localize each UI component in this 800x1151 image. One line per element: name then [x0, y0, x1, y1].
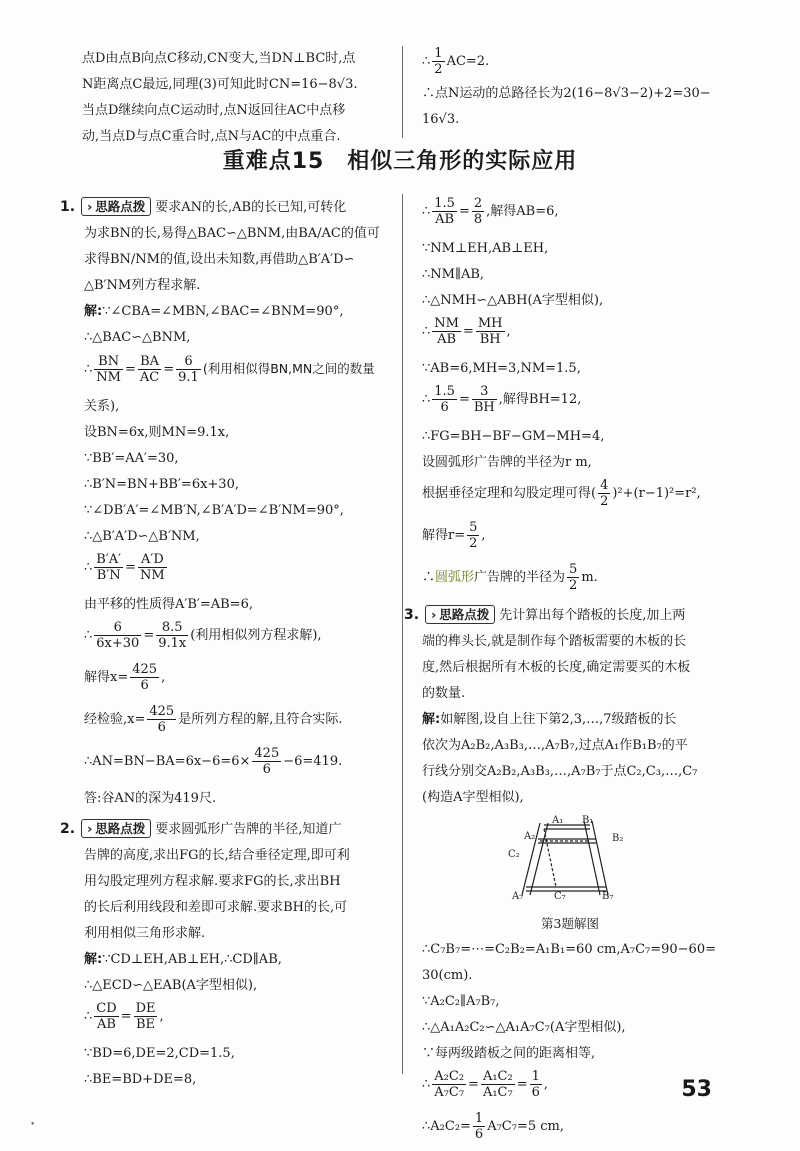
text-line: 30(cm).: [422, 968, 473, 983]
text-line: 利用相似三角形求解.: [84, 926, 206, 941]
text-line: ∴△NMH∽△ABH(A字型相似),: [422, 293, 604, 308]
text-line: 点D由点B向点C移动,CN变大,当DN⊥BC时,点: [82, 51, 356, 66]
text-line: ∵每两级踏板之间的距离相等,: [422, 1046, 596, 1061]
corner-mark: •: [30, 1120, 36, 1130]
figure-label: A₂: [524, 831, 536, 842]
solution-label: 解:: [422, 712, 441, 727]
text-line: ∴点N运动的总路径长为2(16−8√3−2)+2=30−: [422, 86, 711, 101]
text-line: 关系),: [84, 399, 120, 414]
text-line: 动,当点D与点C重合时,点N与AC的中点重合.: [82, 129, 341, 144]
text-line: ∵A₂C₂∥A₇B₇,: [422, 994, 500, 1009]
figure-label: A₁: [552, 815, 564, 826]
text-line: 端的榫头长,就是制作每个踏板需要的木板的长: [422, 634, 687, 649]
figure-caption: 第3题解图: [541, 916, 599, 931]
figure-label: B₇: [602, 891, 614, 899]
equation-line: ∴圆弧形广告牌的半径为 $\frac{5}{2}$ m.: [422, 562, 598, 593]
problem-number: 3.: [404, 607, 420, 623]
equation-line: 解得r= $\frac{5}{2}$ ,: [422, 520, 486, 551]
chevron-right-icon: ›: [87, 199, 93, 214]
ladder-diagram: [500, 815, 640, 937]
right-main-column: [404, 194, 732, 1151]
equation-line: ∴ $\frac{\text{A₂C₂}}{\text{A₇C₇}}$ = $\frac{\text{A₁C₂}}{\text{A₁C₇}}$ = $\frac{1}{6}$ ,: [422, 1069, 549, 1100]
problem-2: 2. › 思路点拨 要求圆弧形广告牌的半径,知道广 告牌的高度,求出FG的长,结合垂径定理,即可利 用勾股定理列方程求解.要求FG的长,求出BH 的长后利用线段和差即可求解.要求BH的长,可 利用相似三角形求解. 解:∵CD⊥EH,AB⊥EH,∴CD∥AB, ∴△ECD∽△EAB(A字型相似), ∴ $\frac{CD}{AB}$ = $\frac{DE}{BE}$ , ∵BD=6,DE=2,CD=1.5, ∴BE=BD+DE=8,: [60, 816, 394, 1093]
equation-line: ∴ $\frac{1.5}{6}$ = $\frac{3}{BH}$ ,解得BH=12,: [422, 384, 582, 415]
text-line: 的数量.: [422, 686, 466, 701]
top-right-column: [422, 46, 732, 133]
text-line: 当点D继续向点C运动时,点N返回往AC中点移: [82, 103, 346, 118]
figure-label: B₂: [612, 833, 624, 844]
text-line: 行线分别交A₂B₂,A₃B₃,…,A₇B₇于点C₂,C₃,…,C₇: [422, 764, 698, 779]
ladder-diagram-svg: [500, 815, 640, 899]
text-line: ∴FG=BH−BF−GM−MH=4,: [422, 429, 605, 444]
left-main-column: [60, 194, 394, 1093]
page-number: 53: [681, 1077, 712, 1102]
column-divider-top: [402, 46, 403, 138]
problem-1: 1. › 思路点拨 要求AN的长,AB的长已知,可转化 为求BN的长,易得△BAC∽△BNM,由BA/AC的值可 求得BN/NM的值,设出未知数,再借助△B′A′D∽ △B′NM列方程求解. 解:∵∠CBA=∠MBN,∠BAC=∠BNM=90°, ∴△BAC∽△BNM, ∴ $\frac{BN}{NM}$ = $\frac{BA}{AC}$ = $\frac{6}{9.1}$ (利用相似得BN,MN之间的数量 关系), 设BN=6x,则MN=9.1x, ∵BB′=AA′=30, ∴B′N=BN+BB′=6x+30, ∵∠DB′A′=∠MB′N,∠B′A′D=∠B′NM=90°, ∴△B′A′D∽△B′NM, ∴ $\frac{B'A'}{B'N}$ = $\frac{A'D}{NM}$ 由平移的性质得A′B′=AB=6, ∴ $\frac{6}{6x+30}$ = $\frac{8.5}{9.1x}$ (利用相似列方程求解), 解得x= $\frac{425}{6}$ , 经检验,x= $\frac{425}{6}$ 是所列方程的解,且符合实际. ∴AN=BN−BA=6x−6=6× $\frac{425}{6}$ −6=419. 答:谷AN的深为419尺.: [60, 194, 394, 812]
column-divider-main: [402, 194, 403, 1074]
text-line: 16√3.: [422, 112, 460, 127]
equation-line: ∴ $\frac{BN}{NM}$ = $\frac{BA}{AC}$ = $\frac{6}{9.1}$ (利用相似得BN,MN之间的数量: [84, 354, 375, 385]
equation-line: ∴AN=BN−BA=6x−6=6× $\frac{425}{6}$ −6=419.: [84, 746, 343, 777]
text-line: ∴B′N=BN+BB′=6x+30,: [84, 477, 239, 492]
equation-line: ∴ $\frac{CD}{AB}$ = $\frac{DE}{BE}$ ,: [84, 1001, 164, 1032]
text-line: ∵BD=6,DE=2,CD=1.5,: [84, 1046, 235, 1061]
text-line: ∵BB′=AA′=30,: [84, 451, 179, 466]
solution-label: 解:: [84, 304, 103, 319]
equation-line: ∴ $\frac{6}{6x+30}$ = $\frac{8.5}{9.1x}$ (利用相似列方程求解),: [84, 620, 322, 651]
text-line: ∴C₇B₇=⋯=C₂B₂=A₁B₁=60 cm,A₇C₇=90−60=: [422, 942, 716, 957]
figure-label: C₇: [554, 891, 566, 899]
section-title: 重难点15 相似三角形的实际应用: [222, 149, 578, 174]
text-line: 的长后利用线段和差即可求解.要求BH的长,可: [84, 900, 348, 915]
text-line: N距离点C最远,同理(3)可知此时CN=16−8√3.: [82, 77, 358, 92]
equation-line: 解得x= $\frac{425}{6}$ ,: [84, 662, 166, 693]
solution-label: 解:: [84, 952, 103, 967]
text-line: 用勾股定理列方程求解.要求FG的长,求出BH: [84, 874, 341, 889]
chevron-right-icon: ›: [87, 821, 93, 836]
text-line: ∵AB=6,MH=3,NM=1.5,: [422, 361, 581, 376]
hint-badge: › 思路点拨: [425, 605, 495, 624]
text-line: 求得BN/NM的值,设出未知数,再借助△B′A′D∽: [84, 252, 355, 267]
text-line: ∴△B′A′D∽△B′NM,: [84, 529, 200, 544]
top-left-column: [82, 46, 394, 150]
hint-badge: › 思路点拨: [81, 819, 151, 838]
problem-number: 2.: [60, 821, 76, 837]
text-line: 度,然后根据所有木板的长度,确定需要买的木板: [422, 660, 691, 675]
text-line: ∴△A₁A₂C₂∽△A₁A₇C₇(A字型相似),: [422, 1020, 626, 1035]
equation-line: 经检验,x= $\frac{425}{6}$ 是所列方程的解,且符合实际.: [84, 704, 343, 735]
equation-line: ∴ $\frac{1}{2}$ AC=2.: [422, 46, 490, 77]
problem-3: 3. › 思路点拨 先计算出每个踏板的长度,加上两 端的榫头长,就是制作每个踏板需要的木板的长 度,然后根据所有木板的长度,确定需要买的木板 的数量. 解:如解图,设自上往下第2,3,…,7级踏板的长 依次为A₂B₂,A₃B₃,…,A₇B₇,过点A₁作B₁B₇的平 行线分别交A₂B₂,A₃B₃,…,A₇B₇于点C₂,C₃,…,C₇ (构造A字型相似), A₁ B₁ A₂ B₂ C₂ A₇ C₇ B₇ 第3题解图 ∴C₇B₇=⋯=C₂B₂=A₁B₁=60 cm,A₇C₇=90−60= 30(cm). ∵A₂C₂∥A₇B₇, ∴△A₁A₂C₂∽△A₁A₇C₇(A字型相似), ∵每两级踏板之间的距离相等, ∴ $\frac{\text{A₂C₂}}{\text{A₇C₇}}$ = $\frac{\text{A₁C₂}}{\text{A₁C₇}}$ = $\frac{1}{6}$ , ∴A₂C₂= $\frac{1}{6}$ A₇C₇=5 cm,: [404, 602, 732, 1145]
text-line: △B′NM列方程求解.: [84, 278, 201, 293]
hint-badge: › 思路点拨: [81, 197, 151, 216]
figure-label: C₂: [508, 849, 520, 860]
problem-2-continued: [404, 194, 732, 596]
text-line: ∴BE=BD+DE=8,: [84, 1072, 197, 1087]
chevron-right-icon: ›: [431, 607, 437, 622]
figure-label: A₇: [512, 891, 524, 899]
equation-line: ∴ $\frac{1.5}{AB}$ = $\frac{2}{8}$ ,解得AB=6,: [422, 196, 559, 227]
text-line: 为求BN的长,易得△BAC∽△BNM,由BA/AC的值可: [84, 226, 380, 241]
top-left-text: [82, 46, 394, 150]
text-line: 设BN=6x,则MN=9.1x,: [84, 425, 230, 440]
text-line: ∵NM⊥EH,AB⊥EH,: [422, 241, 549, 256]
text-line: 依次为A₂B₂,A₃B₃,…,A₇B₇,过点A₁作B₁B₇的平: [422, 738, 688, 753]
problem-number: 1.: [60, 199, 76, 215]
text-line: (构造A字型相似),: [422, 790, 524, 805]
text-line: ∵∠DB′A′=∠MB′N,∠B′A′D=∠B′NM=90°,: [84, 503, 344, 518]
equation-line: ∴ $\frac{B'A'}{B'N}$ = $\frac{A'D}{NM}$: [84, 552, 165, 583]
answer-line: 答:谷AN的深为419尺.: [84, 791, 217, 806]
equation-line: ∴ $\frac{NM}{AB}$ = $\frac{MH}{BH}$ ,: [422, 316, 511, 347]
text-line: 告牌的高度,求出FG的长,结合垂径定理,即可利: [84, 848, 350, 863]
text-line: ∴NM∥AB,: [422, 267, 485, 282]
text-line: 设圆弧形广告牌的半径为r m,: [422, 455, 592, 470]
figure-label: B₁: [582, 815, 594, 826]
highlighted-text: 圆弧形: [435, 570, 475, 585]
equation-line: ∴A₂C₂= $\frac{1}{6}$ A₇C₇=5 cm,: [422, 1111, 564, 1142]
text-line: ∴△BAC∽△BNM,: [84, 330, 191, 345]
equation-line: 根据垂径定理和勾股定理可得( $\frac{4}{2}$ )²+(r−1)²=r²,: [422, 478, 701, 509]
text-line: ∴△ECD∽△EAB(A字型相似),: [84, 978, 258, 993]
text-line: 由平移的性质得A′B′=AB=6,: [84, 597, 253, 612]
